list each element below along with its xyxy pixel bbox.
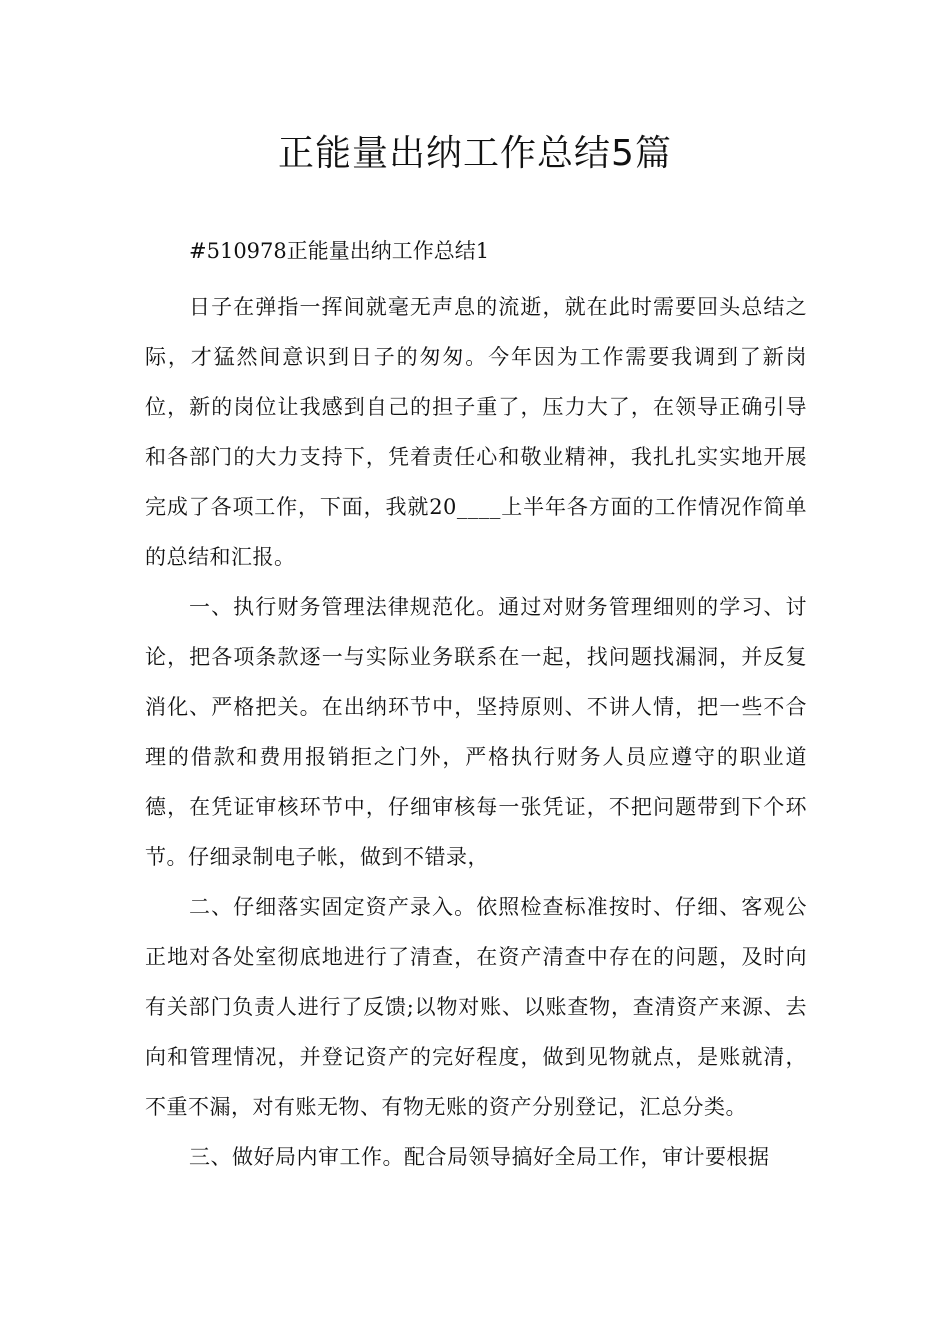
document-title: 正能量出纳工作总结5篇 [278,133,672,174]
paragraph-item-3: 三、做好局内审工作。配合局领导搞好全局工作，审计要根据 [189,1145,770,1169]
paragraph-item-1: 一、执行财务管理法律规范化。通过对财务管理细则的学习、讨论，把各项条款逐一与实际业务联系在一起，找问题找漏洞，并反复消化、严格把关。在出纳环节中，坚持原则、不讲人情，把一些不合理的借款和费用报销拒之门外，严格执行财务人员应遵守的职业道德，在凭证审核环节中，仔细审核每一张凭证，不把问题带到下个环节。仔细录制电子帐，做到不错录， [145,595,807,869]
paragraph-intro: 日子在弹指一挥间就毫无声息的流逝，就在此时需要回头总结之际，才猛然间意识到日子的匆匆。今年因为工作需要我调到了新岗位，新的岗位让我感到自己的担子重了，压力大了，在领导正确引导和各部门的大力支持下，凭着责任心和敬业精神，我扎扎实实地开展完成了各项工作，下面，我就20____上半年各方面的工作情况作简单的总结和汇报。 [145,295,807,569]
paragraph-item-2: 二、仔细落实固定资产录入。依照检查标准按时、仔细、客观公正地对各处室彻底地进行了清查，在资产清查中存在的问题，及时向有关部门负责人进行了反馈;以物对账、以账查物，查清资产来源、去向和管理情况，并登记资产的完好程度，做到见物就点，是账就清，不重不漏，对有账无物、有物无账的资产分别登记，汇总分类。 [145,895,807,1119]
section-heading: #510978正能量出纳工作总结1 [189,239,490,263]
document-body [145,232,807,1182]
